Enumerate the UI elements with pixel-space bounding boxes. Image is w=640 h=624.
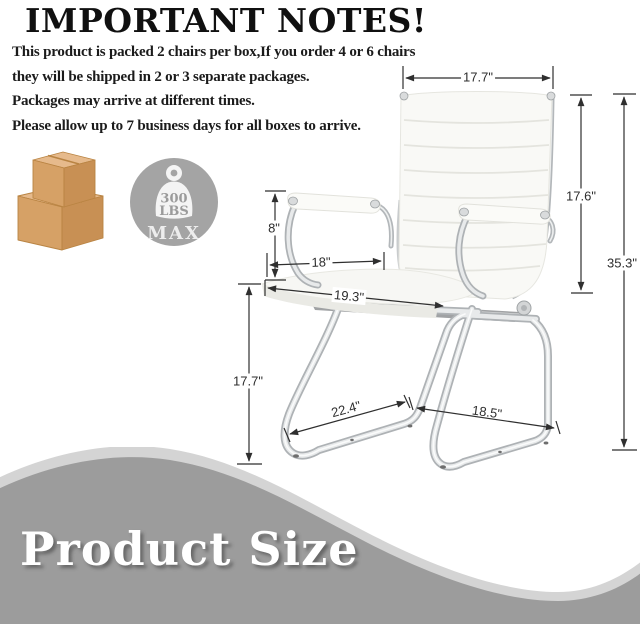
seat-height-label: 17.7" <box>233 373 263 389</box>
back-height-label: 17.6" <box>566 188 596 204</box>
page-title: IMPORTANT NOTES! <box>25 1 427 40</box>
note-line: Packages may arrive at different times. <box>12 93 255 109</box>
seat-width-label: 18" <box>311 254 331 270</box>
product-size-label: Product Size <box>20 522 359 576</box>
overall-height-label: 35.3" <box>607 255 637 271</box>
back-width-label: 17.7" <box>463 69 493 85</box>
seat-depth-label: 19.3" <box>333 287 365 305</box>
armrest-height-label: 8" <box>268 220 280 236</box>
dim-overall-height <box>612 94 637 450</box>
base-depth-label: 22.4" <box>329 397 363 421</box>
note-line: This product is packed 2 chairs per box,If you order 4 or 6 chairs <box>12 44 416 60</box>
note-line: they will be shipped in 2 or 3 separate packages. <box>12 68 310 85</box>
badge-weight-value: 300 <box>160 191 188 207</box>
base-width-label: 18.5" <box>471 402 503 422</box>
dim-armrest-height <box>265 191 286 280</box>
badge-max-label: MAX <box>147 223 201 244</box>
badge-weight-unit: LBS <box>159 204 189 219</box>
note-line: Please allow up to 7 business days for all boxes to arrive. <box>12 117 361 134</box>
chair <box>262 92 555 469</box>
